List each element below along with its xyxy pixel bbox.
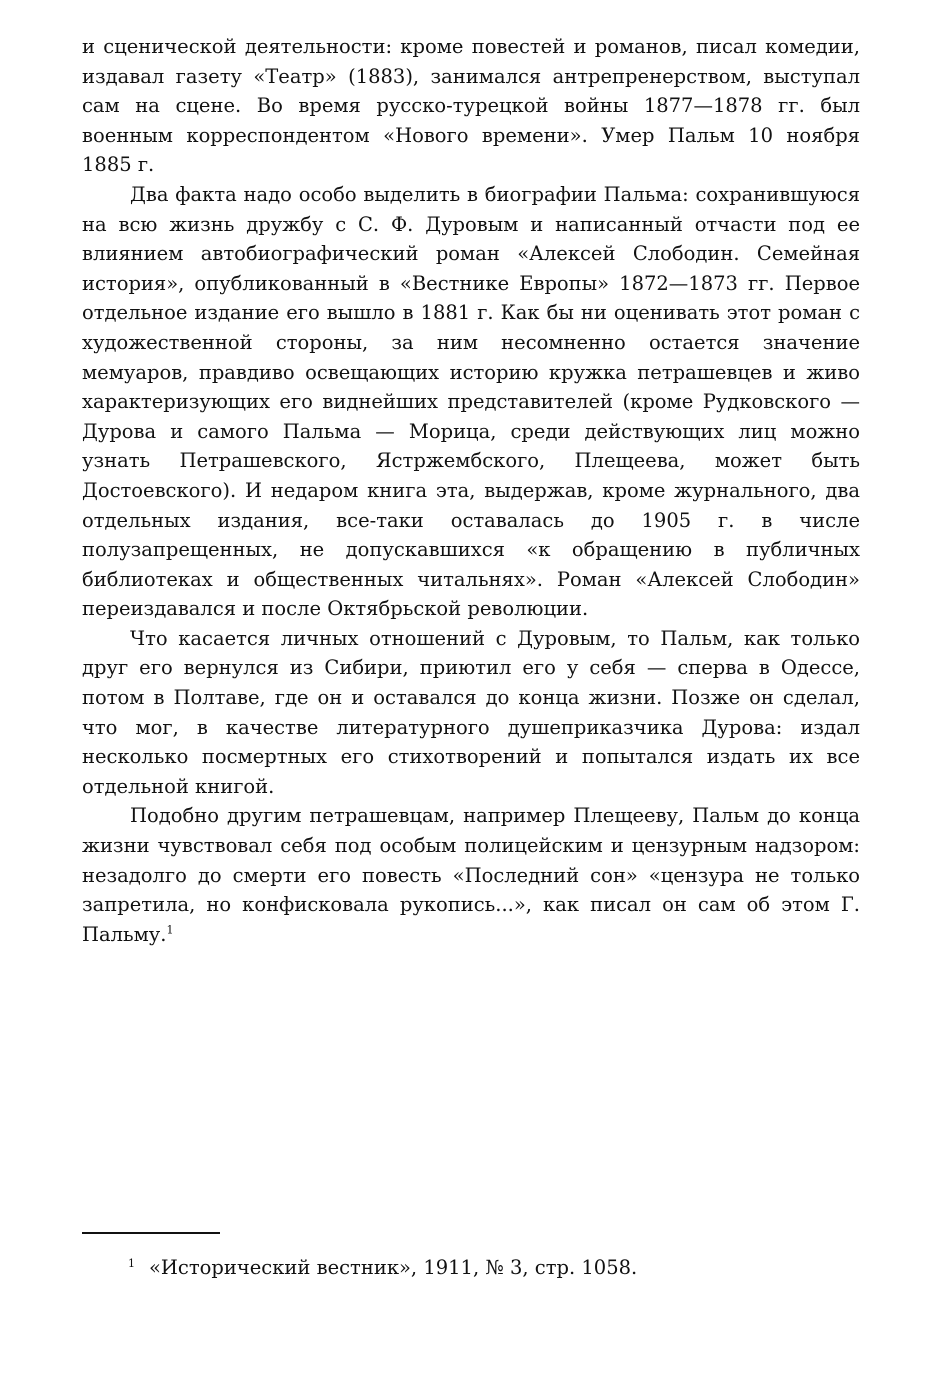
paragraph-censorship-text: Подобно другим петрашевцам, например Плещееву, Пальм до конца жизни чувствовал себя под особым полицейским и цензурным надзором: незадолго до смерти его повесть «Последний сон» «цензура не только запретила, но конфисковала рукопись...», как писал он сам об этом Г. Пальму. xyxy=(82,804,860,946)
footnote xyxy=(128,1254,828,1282)
footnote-separator xyxy=(82,1232,220,1234)
footnote-marker: 1 xyxy=(128,1256,135,1270)
paragraph-continuation: и сценической деятельности: кроме повестей и романов, писал комедии, издавал газету «Театр» (1883), занимался антрепренерством, выступал сам на сцене. Во время русско-турецкой войны 1877—1878 гг. был военным корреспондентом «Нового времени». Умер Пальм 10 ноября 1885 г. xyxy=(82,35,860,177)
paragraph-censorship xyxy=(82,801,860,949)
footnote-text: «Исторический вестник», 1911, № 3, стр. 1058. xyxy=(149,1256,638,1279)
footnote-reference: 1 xyxy=(166,923,174,937)
paragraph-durov-relations: Что касается личных отношений с Дуровым, то Пальм, как только друг его вернулся из Сибири, приютил его у себя — сперва в Одессе, потом в Полтаве, где он и оставался до конца жизни. Позже он сделал, что мог, в качестве литературного душеприказчика Дурова: издал несколько посмертных его стихотворений и попытался издать их все отдельной книгой. xyxy=(82,626,860,798)
paragraph-slobodin-novel: Два факта надо особо выделить в биографии Пальма: сохранившуюся на всю жизнь дружбу с С. Ф. Дуровым и написанный отчасти под ее влиянием автобиографический роман «Алексей Слободин. Семейная история», опубликованный в «Вестнике Европы» 1872—1873 гг. Первое отдельное издание его вышло в 1881 г. Как бы ни оценивать этот роман с художественной стороны, за ним несомненно остается значение мемуаров, правдиво освещающих историю кружка петрашевцев и живо характеризующих его виднейших представителей (кроме Рудковского — Дурова и самого Пальма — Морица, среди действующих лиц можно узнать Петрашевского, Ястржембского, Плещеева, может быть Достоевского). И недаром книга эта, выдержав, кроме журнального, два отдельных издания, все-таки оставалась до 1905 г. в числе полузапрещенных, не допускавшихся «к обращению в публичных библиотеках и общественных читальнях». Роман «Алексей Слободин» переиздавался и после Октябрьской революции. xyxy=(82,182,860,621)
body-text xyxy=(82,32,860,949)
